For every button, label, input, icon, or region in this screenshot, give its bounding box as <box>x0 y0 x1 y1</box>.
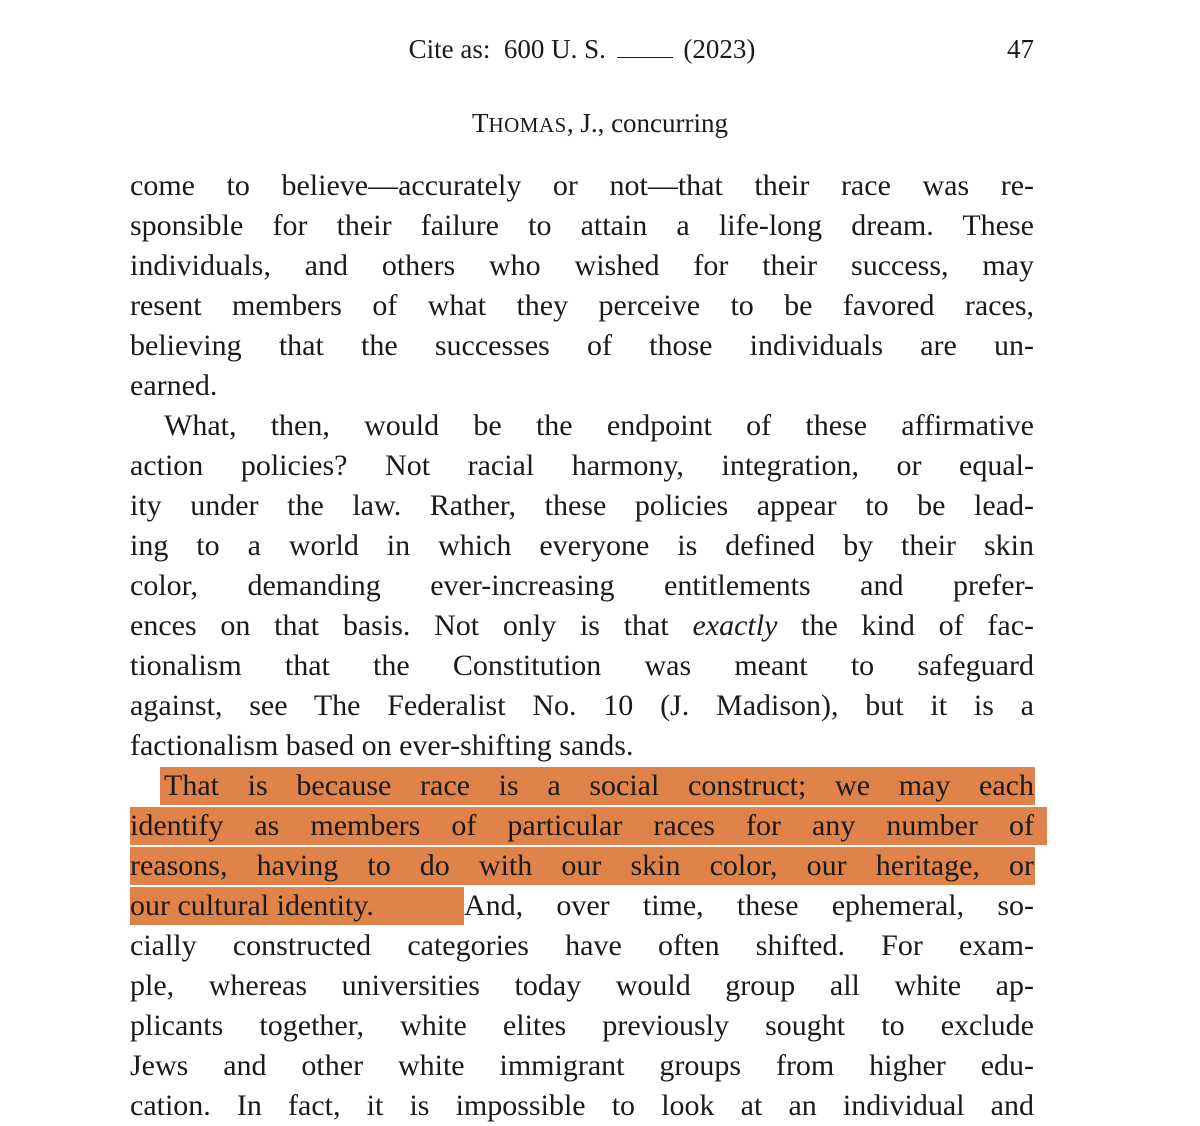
text-line: ity under the law. Rather, these policies appear to be lead- <box>130 489 1034 522</box>
text-line: factionalism based on ever-shifting sands. <box>130 729 634 762</box>
citation <box>130 34 1034 65</box>
text-line: earned. <box>130 369 218 402</box>
text-line: believing that the successes of those individuals are un- <box>130 329 1034 362</box>
highlighted-line-partial <box>130 886 1034 926</box>
emphasis-text: exactly <box>692 609 778 642</box>
highlighted-line <box>130 846 1034 886</box>
author-suffix: , J., concurring <box>566 108 729 138</box>
highlighted-text: our cultural identity. <box>130 889 374 922</box>
cite-suffix: (2023) <box>676 34 756 64</box>
text-line: against, see The Federalist No. 10 (J. Madison), but it is a <box>130 689 1034 722</box>
text-line: sponsible for their failure to attain a life-long dream. These <box>130 209 1034 242</box>
text-line: tionalism that the Constitution was meant to safeguard <box>130 649 1034 682</box>
cite-prefix: Cite as: 600 U. S. <box>408 34 613 64</box>
author-name-initial: T <box>471 108 489 138</box>
author-line <box>0 108 1200 139</box>
highlighted-text: That is because race is a social construct; we may each <box>164 769 1034 802</box>
author-name-rest: HOMAS <box>488 113 567 137</box>
text-line: plicants together, white elites previously sought to exclude <box>130 1009 1034 1042</box>
highlighted-text: reasons, having to do with our skin color, our heritage, or <box>130 849 1034 882</box>
opinion-text <box>130 166 1034 1126</box>
text-segment: ences on that basis. Not only is that <box>130 609 693 642</box>
highlighted-text: identify as members of particular races for any number of <box>130 809 1034 842</box>
text-line: cially constructed categories have often shifted. For exam- <box>130 929 1034 962</box>
text-line: What, then, would be the endpoint of these affirmative <box>164 409 1034 442</box>
text-line: color, demanding ever-increasing entitlements and prefer- <box>130 569 1034 602</box>
text-segment: And, over time, these ephemeral, so- <box>464 889 1034 922</box>
text-line: resent members of what they perceive to be favored races, <box>130 289 1034 322</box>
text-line: Jews and other white immigrant groups from higher edu- <box>130 1049 1034 1082</box>
cite-blank <box>617 39 673 58</box>
text-line: ing to a world in which everyone is defined by their skin <box>130 529 1034 562</box>
highlighted-line <box>130 806 1034 846</box>
text-line: action policies? Not racial harmony, integration, or equal- <box>130 449 1034 482</box>
text-line: individuals, and others who wished for their success, may <box>130 249 1034 282</box>
page-number: 47 <box>1007 34 1034 64</box>
highlighted-line <box>130 766 1034 806</box>
text-line: ple, whereas universities today would group all white ap- <box>130 969 1034 1002</box>
running-head <box>130 34 1034 74</box>
text-line: cation. In fact, it is impossible to look at an individual and <box>130 1089 1034 1122</box>
text-line-with-emphasis <box>130 606 1034 646</box>
text-line: come to believe—accurately or not—that their race was re- <box>130 169 1034 202</box>
text-segment: the kind of fac- <box>777 609 1035 642</box>
